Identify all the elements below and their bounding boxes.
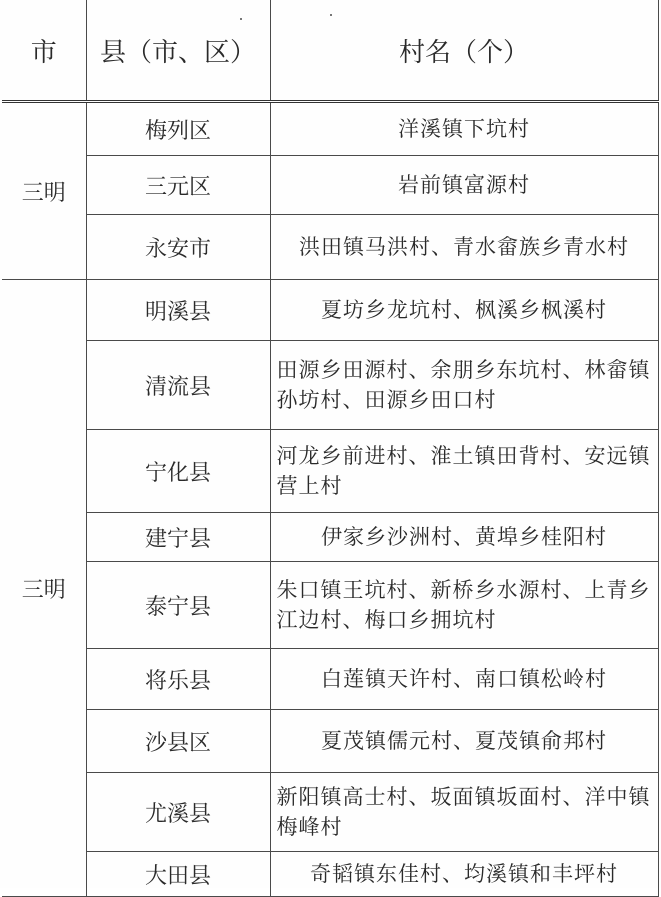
county-cell: 清流县 [86, 341, 270, 430]
villages-cell: 新阳镇高士村、坂面镇坂面村、洋中镇梅峰村 [270, 773, 658, 852]
villages-cell: 夏坊乡龙坑村、枫溪乡枫溪村 [270, 280, 658, 341]
village-table [2, 0, 659, 897]
villages-cell: 河龙乡前进村、淮土镇田背村、安远镇营上村 [270, 430, 658, 513]
county-cell: 永安市 [86, 215, 270, 280]
county-cell: 大田县 [86, 852, 270, 897]
city-cell: 三明 [2, 280, 86, 897]
villages-cell: 白莲镇天许村、南口镇松岭村 [270, 649, 658, 710]
county-cell: 沙县区 [86, 710, 270, 773]
county-cell: 三元区 [86, 156, 270, 215]
table-row [2, 852, 658, 897]
table-row [2, 102, 658, 156]
table-row [2, 710, 658, 773]
table-row [2, 215, 658, 280]
table-row [2, 280, 658, 341]
villages-cell: 洋溪镇下坑村 [270, 102, 658, 156]
header-county: 县（市、区） [86, 0, 270, 102]
county-cell: 梅列区 [86, 102, 270, 156]
table-row [2, 341, 658, 430]
villages-cell: 朱口镇王坑村、新桥乡水源村、上青乡江边村、梅口乡拥坑村 [270, 562, 658, 649]
villages-cell: 伊家乡沙洲村、黄埠乡桂阳村 [270, 513, 658, 562]
villages-cell: 田源乡田源村、余朋乡东坑村、林畲镇孙坊村、田源乡田口村 [270, 341, 658, 430]
table-row [2, 773, 658, 852]
county-cell: 尤溪县 [86, 773, 270, 852]
table-row [2, 562, 658, 649]
table-row [2, 156, 658, 215]
county-cell: 宁化县 [86, 430, 270, 513]
villages-cell: 洪田镇马洪村、青水畲族乡青水村 [270, 215, 658, 280]
county-cell: 将乐县 [86, 649, 270, 710]
villages-cell: 奇韬镇东佳村、均溪镇和丰坪村 [270, 852, 658, 897]
table-row [2, 649, 658, 710]
villages-cell: 岩前镇富源村 [270, 156, 658, 215]
table-row [2, 430, 658, 513]
table-row [2, 513, 658, 562]
county-cell: 明溪县 [86, 280, 270, 341]
header-villages: 村名（个） [270, 0, 658, 102]
scan-speck [330, 14, 332, 16]
county-cell: 建宁县 [86, 513, 270, 562]
county-cell: 泰宁县 [86, 562, 270, 649]
villages-cell: 夏茂镇儒元村、夏茂镇俞邦村 [270, 710, 658, 773]
header-city: 市 [2, 0, 86, 102]
city-cell: 三明 [2, 102, 86, 280]
scan-speck [240, 18, 242, 20]
